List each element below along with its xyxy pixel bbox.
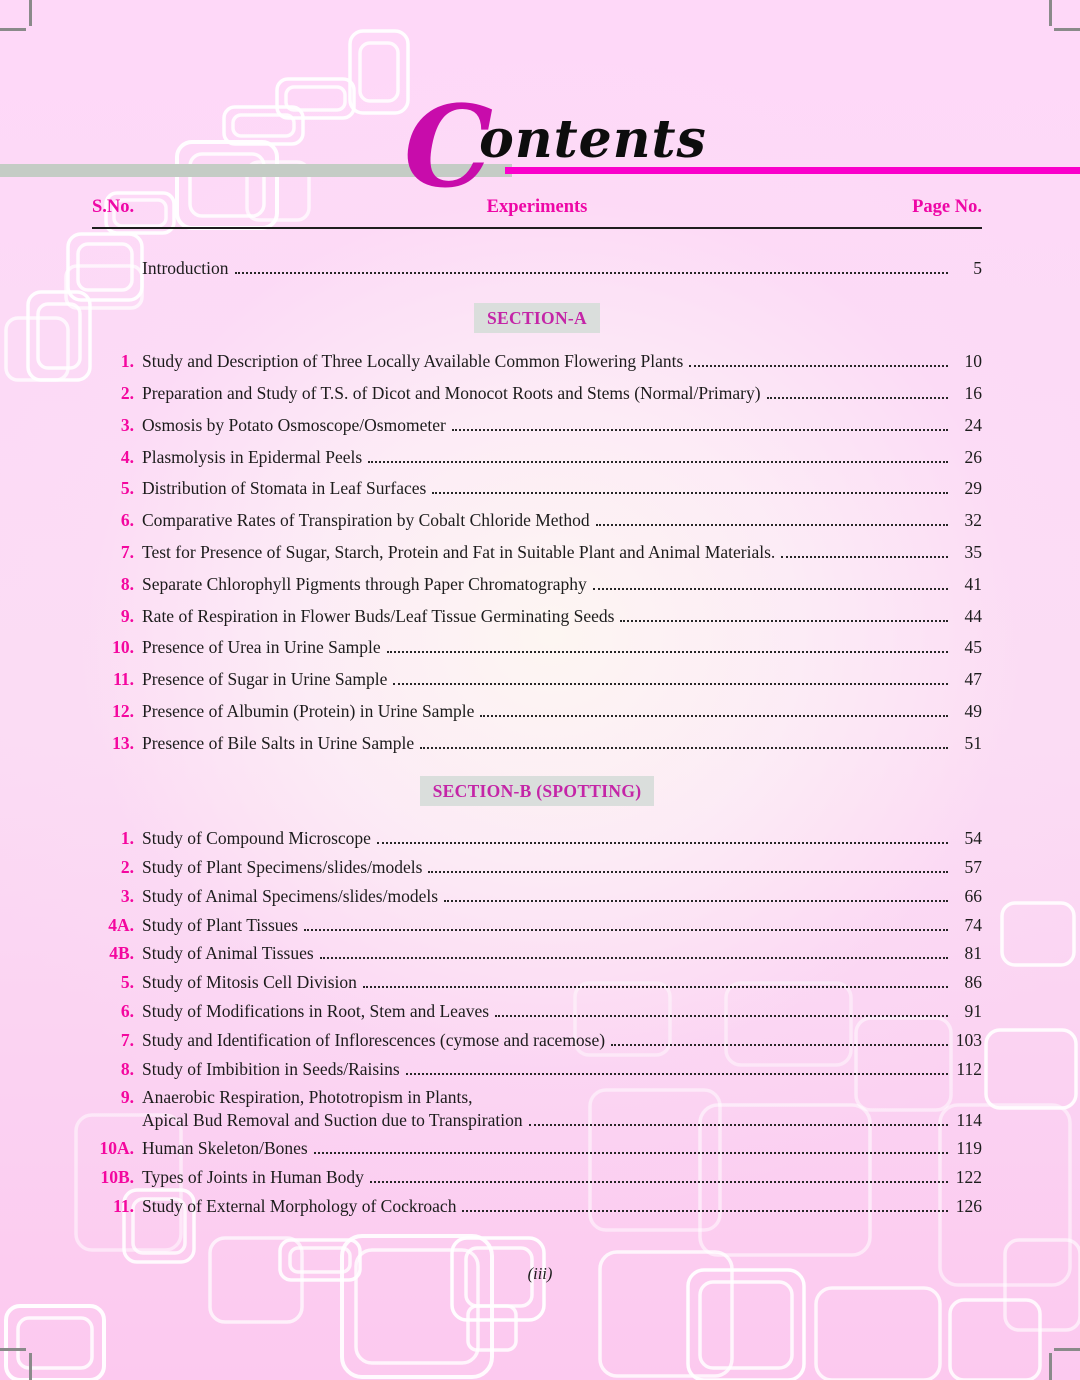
toc-item-title: Study of Plant Specimens/slides/models: [142, 856, 423, 877]
toc-item-title: Presence of Bile Salts in Urine Sample: [142, 732, 415, 753]
toc-item-number: 6.: [120, 1000, 134, 1021]
toc-item-title: Human Skeleton/Bones: [142, 1138, 308, 1159]
toc-item-page: 45: [964, 637, 982, 658]
toc-item-title: Presence of Sugar in Urine Sample: [142, 669, 388, 690]
dot-leader: [781, 556, 948, 558]
toc-item: [92, 972, 982, 992]
toc-item-number: 2.: [120, 383, 134, 404]
toc-item: [92, 1167, 982, 1187]
toc-item-title: Test for Presence of Sugar, Starch, Protein and Fat in Suitable Plant and Animal Materials.: [142, 542, 776, 563]
toc-item-page: 57: [964, 856, 982, 877]
toc-item-continuation: [92, 1110, 982, 1130]
toc-item-title: Study and Identification of Inflorescences (cymose and racemose): [142, 1029, 606, 1050]
dot-leader: [529, 1124, 948, 1126]
dot-leader: [363, 986, 948, 988]
toc-item-title: Rate of Respiration in Flower Buds/Leaf Tissue Germinating Seeds: [142, 605, 615, 626]
toc-item: [92, 828, 982, 848]
dot-leader: [320, 957, 948, 959]
toc-item-number: 4A.: [108, 914, 134, 935]
toc-item: [92, 1087, 982, 1107]
col-page-no: Page No.: [912, 197, 982, 217]
toc-item: [92, 1196, 982, 1216]
toc-item: [92, 1030, 982, 1050]
section-heading: SECTION-A: [474, 303, 600, 333]
folio-page-number: (iii): [527, 1264, 553, 1283]
toc-item-page: 35: [964, 542, 982, 563]
crop-mark-top-right-v: [1049, 0, 1052, 26]
toc-item-page: 122: [955, 1167, 982, 1188]
dot-leader: [428, 871, 948, 873]
toc-item-number: 5.: [120, 972, 134, 993]
toc-item: [92, 637, 982, 657]
toc-item: [92, 478, 982, 498]
dot-leader: [377, 842, 948, 844]
toc-item-number: 1.: [120, 828, 134, 849]
toc-item-title: Study of Plant Tissues: [142, 914, 299, 935]
toc-item-page: 91: [964, 1000, 982, 1021]
dot-leader: [406, 1073, 948, 1075]
toc-item-page: 26: [964, 446, 982, 467]
crop-mark-top-right-h: [1054, 28, 1080, 31]
toc-item: [92, 915, 982, 935]
toc-item-page: 54: [964, 828, 982, 849]
toc-item-number: 4.: [120, 446, 134, 467]
toc-item-page: 119: [956, 1138, 982, 1159]
toc-sections: [92, 303, 982, 1216]
toc-item-number: 10B.: [100, 1167, 134, 1188]
toc-item-number: 3.: [120, 414, 134, 435]
toc-item-page: 5: [973, 258, 982, 278]
toc-item: [92, 701, 982, 721]
toc-item-page: 47: [964, 669, 982, 690]
toc-item-title: Anaerobic Respiration, Phototropism in Plants,: [142, 1087, 473, 1108]
dot-leader: [593, 588, 948, 590]
toc-item: [92, 886, 982, 906]
toc-item-page: 81: [964, 943, 982, 964]
toc-item: [92, 1001, 982, 1021]
toc-item-page: 51: [964, 732, 982, 753]
toc-item-page: 41: [964, 573, 982, 594]
toc-item: [92, 510, 982, 530]
toc-item-number: 7.: [120, 542, 134, 563]
toc-item-page: 44: [964, 605, 982, 626]
crop-mark-top-left-v: [29, 0, 32, 26]
toc-item-number: 8.: [120, 1058, 134, 1079]
toc-item: [92, 606, 982, 626]
toc-item-number: 10.: [112, 637, 134, 658]
dot-leader: [235, 272, 948, 274]
toc-item-number: 1.: [120, 351, 134, 372]
toc-item-title: Separate Chlorophyll Pigments through Paper Chromatography: [142, 573, 587, 594]
toc-item-page: 16: [964, 383, 982, 404]
dot-leader: [611, 1044, 948, 1046]
toc-item-page: 114: [956, 1109, 982, 1130]
toc-item-title: Study of Mitosis Cell Division: [142, 972, 357, 993]
toc-item-title: Comparative Rates of Transpiration by Cobalt Chloride Method: [142, 510, 590, 531]
toc-item-number: 8.: [120, 573, 134, 594]
toc-item-title: Apical Bud Removal and Suction due to Transpiration: [142, 1109, 523, 1130]
col-sno: S.No.: [92, 197, 135, 217]
toc-item-number: 11.: [113, 669, 134, 690]
toc-item-title: Plasmolysis in Epidermal Peels: [142, 446, 363, 467]
toc-item-title: Study of External Morphology of Cockroach: [142, 1196, 457, 1217]
toc-item: [92, 1059, 982, 1079]
dot-leader: [620, 620, 948, 622]
toc-item: [92, 857, 982, 877]
toc-item-number: 11.: [113, 1196, 134, 1217]
dot-leader: [304, 929, 948, 931]
toc-item-title: Introduction: [142, 258, 229, 278]
toc-item-page: 66: [964, 885, 982, 906]
crop-mark-bottom-left-h: [0, 1348, 26, 1351]
toc-item-title: Study and Description of Three Locally Available Common Flowering Plants: [142, 351, 684, 372]
dot-leader: [368, 461, 948, 463]
toc-item-title: Study of Compound Microscope: [142, 828, 371, 849]
section-item-list: [92, 351, 982, 753]
toc-item-title: Presence of Albumin (Protein) in Urine Sample: [142, 701, 475, 722]
toc-item-title: Study of Modifications in Root, Stem and Leaves: [142, 1000, 490, 1021]
toc-item: [92, 447, 982, 467]
toc-item: [92, 1138, 982, 1158]
section-heading-wrap: [92, 776, 982, 806]
toc-item-number: 3.: [120, 885, 134, 906]
toc-item: [92, 943, 982, 963]
toc-item-page: 112: [956, 1058, 982, 1079]
toc-item-page: 103: [955, 1029, 982, 1050]
toc-item: [92, 351, 982, 371]
section-heading-wrap: [92, 303, 982, 333]
toc-item-number: 9.: [120, 605, 134, 626]
toc-item-number: 13.: [112, 732, 134, 753]
toc-item-title: Study of Imbibition in Seeds/Raisins: [142, 1058, 400, 1079]
dot-leader: [370, 1181, 948, 1183]
toc-item-page: 24: [964, 414, 982, 435]
toc-item: [92, 733, 982, 753]
dot-leader: [420, 747, 948, 749]
crop-mark-bottom-left-v: [29, 1353, 32, 1380]
toc-item-page: 49: [964, 701, 982, 722]
toc-item-title: Study of Animal Tissues: [142, 943, 314, 964]
toc-item-title: Types of Joints in Human Body: [142, 1167, 364, 1188]
dot-leader: [495, 1015, 948, 1017]
dot-leader: [452, 429, 948, 431]
toc-item-number: 12.: [112, 701, 134, 722]
toc-item-page: 126: [955, 1196, 982, 1217]
toc-item: [92, 415, 982, 435]
dot-leader: [432, 492, 948, 494]
crop-mark-bottom-right-v: [1049, 1353, 1052, 1380]
dot-leader: [314, 1152, 948, 1154]
toc-item-title: Osmosis by Potato Osmoscope/Osmometer: [142, 414, 446, 435]
title-script-text: ontents: [479, 109, 707, 170]
toc-item-number: 10A.: [99, 1138, 134, 1159]
toc-item: [92, 383, 982, 403]
dot-leader: [444, 900, 948, 902]
section-item-list: [92, 828, 982, 1216]
toc-header-row: [92, 197, 982, 229]
toc-item-number: 4B.: [109, 943, 134, 964]
dot-leader: [689, 365, 948, 367]
crop-mark-bottom-right-h: [1054, 1348, 1080, 1351]
toc-content: [92, 197, 982, 1225]
dot-leader: [387, 651, 948, 653]
dot-leader: [393, 683, 948, 685]
dot-leader: [767, 397, 948, 399]
toc-item-number: 2.: [120, 856, 134, 877]
crop-mark-top-left-h: [0, 28, 26, 31]
section-heading: SECTION-B (SPOTTING): [420, 776, 655, 806]
toc-item: [92, 574, 982, 594]
toc-item-number: 9.: [120, 1087, 134, 1108]
toc-item-title: Preparation and Study of T.S. of Dicot and Monocot Roots and Stems (Normal/Primary): [142, 383, 761, 404]
toc-item-introduction: [92, 258, 982, 278]
toc-item: [92, 669, 982, 689]
toc-item-number: 7.: [120, 1029, 134, 1050]
dot-leader: [480, 715, 948, 717]
toc-item-page: 86: [964, 972, 982, 993]
toc-item: [92, 542, 982, 562]
toc-item-page: 10: [964, 351, 982, 372]
toc-item-number: 6.: [120, 510, 134, 531]
toc-item-page: 29: [964, 478, 982, 499]
toc-item-title: Distribution of Stomata in Leaf Surfaces: [142, 478, 427, 499]
col-experiments: Experiments: [486, 197, 588, 217]
toc-item-number: 5.: [120, 478, 134, 499]
toc-item-title: Presence of Urea in Urine Sample: [142, 637, 381, 658]
toc-item-title: Study of Animal Specimens/slides/models: [142, 885, 439, 906]
dot-leader: [596, 524, 948, 526]
toc-item-page: 32: [964, 510, 982, 531]
dot-leader: [462, 1210, 948, 1212]
title-initial-c: C: [404, 82, 494, 213]
toc-item-page: 74: [964, 914, 982, 935]
